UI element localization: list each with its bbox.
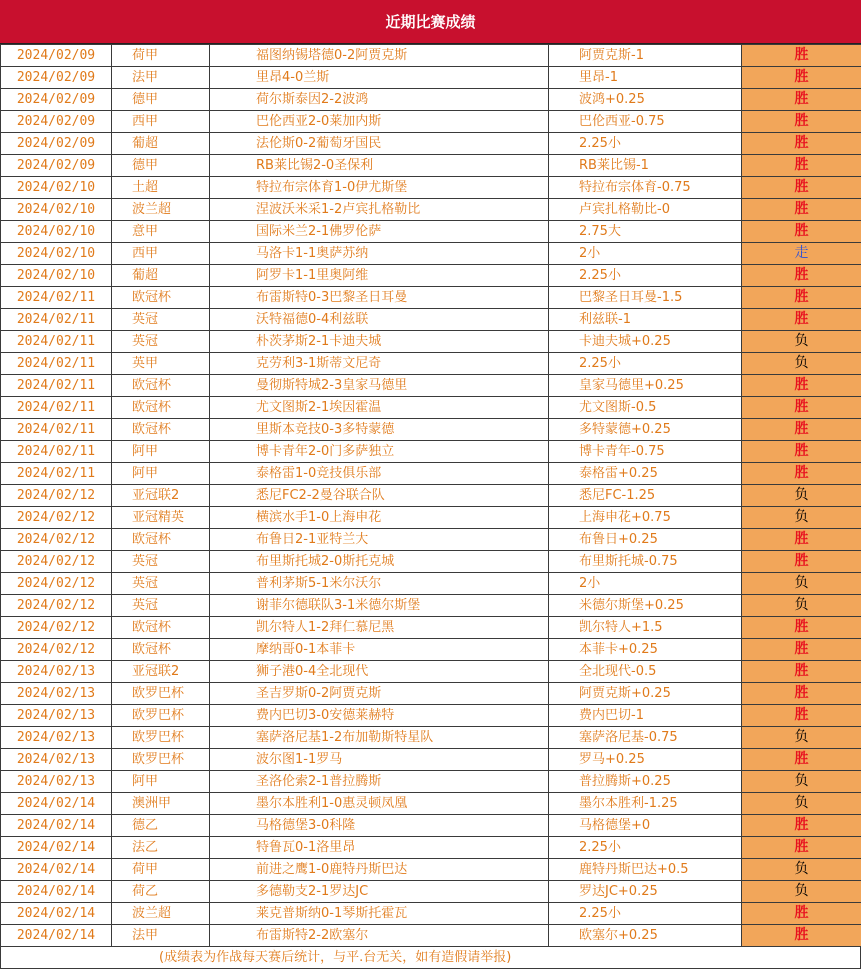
match-cell: 普利茅斯5-1米尔沃尔 [210,573,549,595]
league-cell: 英冠 [112,595,210,617]
league-cell: 英冠 [112,551,210,573]
date-cell: 2024/02/13 [1,705,112,727]
date-cell: 2024/02/09 [1,89,112,111]
result-cell [742,155,861,177]
league-cell: 欧冠杯 [112,287,210,309]
result-badge: 胜 [794,311,809,327]
result-badge: 胜 [794,641,809,657]
pick-cell: 2.25小 [549,265,742,287]
match-cell: 朴茨茅斯2-1卡迪夫城 [210,331,549,353]
result-badge: 负 [794,861,809,877]
pick-cell: 特拉布宗体育-0.75 [549,177,742,199]
result-cell [742,375,861,397]
date-cell: 2024/02/12 [1,551,112,573]
league-cell: 德甲 [112,155,210,177]
result-badge: 胜 [794,465,809,481]
league-cell: 意甲 [112,221,210,243]
result-cell [742,595,861,617]
match-cell: 阿罗卡1-1里奥阿维 [210,265,549,287]
pick-cell: 凯尔特人+1.5 [549,617,742,639]
pick-cell: 2.75大 [549,221,742,243]
result-cell [742,639,861,661]
pick-cell: 悉尼FC-1.25 [549,485,742,507]
result-cell [742,353,861,375]
match-cell: 里昂4-0兰斯 [210,67,549,89]
table-row [1,177,861,199]
result-cell [742,485,861,507]
date-cell: 2024/02/11 [1,419,112,441]
result-cell [742,793,861,815]
match-cell: 马洛卡1-1奥萨苏纳 [210,243,549,265]
table-row [1,485,861,507]
result-badge: 胜 [794,223,809,239]
table-row [1,441,861,463]
result-badge: 负 [794,487,809,503]
date-cell: 2024/02/09 [1,111,112,133]
result-cell [742,727,861,749]
league-cell: 西甲 [112,111,210,133]
result-cell [742,265,861,287]
table-row [1,771,861,793]
table-row [1,925,861,947]
league-cell: 英冠 [112,331,210,353]
result-badge: 胜 [794,443,809,459]
pick-cell: 罗马+0.25 [549,749,742,771]
league-cell: 欧冠杯 [112,529,210,551]
league-cell: 葡超 [112,133,210,155]
pick-cell: 巴黎圣日耳曼-1.5 [549,287,742,309]
table-row [1,507,861,529]
match-cell: 马格德堡3-0科隆 [210,815,549,837]
pick-cell: 布鲁日+0.25 [549,529,742,551]
table-row [1,903,861,925]
league-cell: 欧罗巴杯 [112,705,210,727]
match-cell: 曼彻斯特城2-3皇家马德里 [210,375,549,397]
pick-cell: 米德尔斯堡+0.25 [549,595,742,617]
match-cell: 横滨水手1-0上海申花 [210,507,549,529]
result-cell [742,903,861,925]
pick-cell: 阿贾克斯-1 [549,45,742,67]
result-cell [742,859,861,881]
result-badge: 胜 [794,289,809,305]
result-cell [742,683,861,705]
table-row [1,617,861,639]
league-cell: 欧罗巴杯 [112,727,210,749]
pick-cell: 2.25小 [549,837,742,859]
match-cell: 特拉布宗体育1-0伊尤斯堡 [210,177,549,199]
pick-cell: 本菲卡+0.25 [549,639,742,661]
date-cell: 2024/02/14 [1,881,112,903]
result-badge: 负 [794,597,809,613]
result-badge: 胜 [794,69,809,85]
match-cell: 摩纳哥0-1本菲卡 [210,639,549,661]
pick-cell: 尤文图斯-0.5 [549,397,742,419]
table-row [1,287,861,309]
date-cell: 2024/02/09 [1,133,112,155]
pick-cell: 阿贾克斯+0.25 [549,683,742,705]
match-cell: 克劳利3-1斯蒂文尼奇 [210,353,549,375]
date-cell: 2024/02/14 [1,925,112,947]
result-badge: 负 [794,355,809,371]
result-badge: 胜 [794,685,809,701]
result-badge: 胜 [794,531,809,547]
league-cell: 欧冠杯 [112,397,210,419]
match-cell: 莱克普斯纳0-1琴斯托霍瓦 [210,903,549,925]
date-cell: 2024/02/11 [1,353,112,375]
match-cell: 圣吉罗斯0-2阿贾克斯 [210,683,549,705]
result-badge: 胜 [794,201,809,217]
match-cell: RB莱比锡2-0圣保利 [210,155,549,177]
result-badge: 胜 [794,839,809,855]
result-cell [742,881,861,903]
match-cell: 前进之鹰1-0鹿特丹斯巴达 [210,859,549,881]
table-row [1,859,861,881]
match-cell: 泰格雷1-0竞技俱乐部 [210,463,549,485]
date-cell: 2024/02/11 [1,397,112,419]
match-cell: 圣洛伦索2-1普拉腾斯 [210,771,549,793]
pick-cell: RB莱比锡-1 [549,155,742,177]
pick-cell: 里昂-1 [549,67,742,89]
result-badge: 胜 [794,399,809,415]
league-cell: 英冠 [112,309,210,331]
result-cell [742,397,861,419]
date-cell: 2024/02/10 [1,265,112,287]
result-cell [742,133,861,155]
league-cell: 英甲 [112,353,210,375]
result-badge: 胜 [794,179,809,195]
result-badge: 胜 [794,927,809,943]
pick-cell: 巴伦西亚-0.75 [549,111,742,133]
league-cell: 欧冠杯 [112,419,210,441]
result-cell [742,705,861,727]
result-badge: 胜 [794,619,809,635]
match-cell: 里斯本竞技0-3多特蒙德 [210,419,549,441]
result-badge: 胜 [794,135,809,151]
league-cell: 荷甲 [112,859,210,881]
table-row [1,463,861,485]
result-badge: 负 [794,773,809,789]
league-cell: 法甲 [112,925,210,947]
table-row [1,815,861,837]
table-row [1,353,861,375]
result-badge: 胜 [794,421,809,437]
table-row [1,661,861,683]
pick-cell: 塞萨洛尼基-0.75 [549,727,742,749]
result-badge: 胜 [794,663,809,679]
match-cell: 墨尔本胜利1-0惠灵顿凤凰 [210,793,549,815]
result-cell [742,507,861,529]
result-cell [742,815,861,837]
date-cell: 2024/02/12 [1,507,112,529]
table-row [1,45,861,67]
match-cell: 塞萨洛尼基1-2布加勒斯特星队 [210,727,549,749]
result-badge: 胜 [794,267,809,283]
table-row [1,111,861,133]
date-cell: 2024/02/09 [1,155,112,177]
result-cell [742,441,861,463]
result-badge: 走 [794,245,809,261]
table-row [1,397,861,419]
date-cell: 2024/02/10 [1,243,112,265]
league-cell: 葡超 [112,265,210,287]
table-row [1,89,861,111]
pick-cell: 泰格雷+0.25 [549,463,742,485]
match-cell: 布雷斯特2-2欧塞尔 [210,925,549,947]
league-cell: 欧冠杯 [112,639,210,661]
result-cell [742,287,861,309]
result-badge: 胜 [794,91,809,107]
pick-cell: 2.25小 [549,903,742,925]
result-badge: 负 [794,883,809,899]
result-badge: 胜 [794,113,809,129]
result-cell [742,199,861,221]
date-cell: 2024/02/12 [1,639,112,661]
result-cell [742,771,861,793]
result-badge: 胜 [794,817,809,833]
pick-cell: 罗达JC+0.25 [549,881,742,903]
match-cell: 荷尔斯泰因2-2波鸿 [210,89,549,111]
date-cell: 2024/02/11 [1,441,112,463]
table-row [1,573,861,595]
pick-cell: 普拉腾斯+0.25 [549,771,742,793]
result-badge: 胜 [794,377,809,393]
table-row [1,309,861,331]
pick-cell: 费内巴切-1 [549,705,742,727]
date-cell: 2024/02/11 [1,375,112,397]
date-cell: 2024/02/12 [1,617,112,639]
pick-cell: 全北现代-0.5 [549,661,742,683]
table-row [1,749,861,771]
league-cell: 欧罗巴杯 [112,749,210,771]
league-cell: 法乙 [112,837,210,859]
league-cell: 荷乙 [112,881,210,903]
footer-note: (成绩表为作战每天赛后统计，与平.台无关，如有造假请举报) [0,947,861,969]
date-cell: 2024/02/10 [1,177,112,199]
pick-cell: 多特蒙德+0.25 [549,419,742,441]
result-cell [742,309,861,331]
pick-cell: 马格德堡+0 [549,815,742,837]
pick-cell: 利兹联-1 [549,309,742,331]
result-cell [742,331,861,353]
date-cell: 2024/02/13 [1,661,112,683]
date-cell: 2024/02/13 [1,727,112,749]
table-row [1,529,861,551]
pick-cell: 博卡青年-0.75 [549,441,742,463]
league-cell: 阿甲 [112,441,210,463]
pick-cell: 鹿特丹斯巴达+0.5 [549,859,742,881]
result-cell [742,573,861,595]
result-badge: 胜 [794,707,809,723]
league-cell: 土超 [112,177,210,199]
results-table [0,44,861,947]
league-cell: 荷甲 [112,45,210,67]
result-badge: 胜 [794,157,809,173]
result-cell [742,551,861,573]
date-cell: 2024/02/10 [1,221,112,243]
league-cell: 欧冠杯 [112,617,210,639]
match-cell: 费内巴切3-0安德莱赫特 [210,705,549,727]
result-badge: 负 [794,575,809,591]
table-row [1,419,861,441]
result-cell [742,89,861,111]
match-cell: 狮子港0-4全北现代 [210,661,549,683]
result-cell [742,243,861,265]
table-row [1,837,861,859]
date-cell: 2024/02/12 [1,573,112,595]
result-badge: 胜 [794,751,809,767]
table-row [1,683,861,705]
date-cell: 2024/02/12 [1,529,112,551]
table-row [1,155,861,177]
league-cell: 德甲 [112,89,210,111]
result-cell [742,177,861,199]
date-cell: 2024/02/09 [1,45,112,67]
table-row [1,199,861,221]
result-badge: 胜 [794,553,809,569]
pick-cell: 2小 [549,573,742,595]
pick-cell: 皇家马德里+0.25 [549,375,742,397]
date-cell: 2024/02/14 [1,793,112,815]
table-row [1,727,861,749]
result-cell [742,463,861,485]
result-cell [742,67,861,89]
match-cell: 特鲁瓦0-1洛里昂 [210,837,549,859]
match-cell: 谢菲尔德联队3-1米德尔斯堡 [210,595,549,617]
date-cell: 2024/02/11 [1,309,112,331]
date-cell: 2024/02/13 [1,683,112,705]
result-badge: 胜 [794,47,809,63]
date-cell: 2024/02/13 [1,749,112,771]
date-cell: 2024/02/14 [1,815,112,837]
league-cell: 澳洲甲 [112,793,210,815]
match-cell: 布里斯托城2-0斯托克城 [210,551,549,573]
result-cell [742,925,861,947]
date-cell: 2024/02/12 [1,485,112,507]
pick-cell: 欧塞尔+0.25 [549,925,742,947]
table-row [1,375,861,397]
league-cell: 法甲 [112,67,210,89]
pick-cell: 2小 [549,243,742,265]
result-badge: 胜 [794,905,809,921]
result-cell [742,111,861,133]
date-cell: 2024/02/12 [1,595,112,617]
table-row [1,67,861,89]
pick-cell: 2.25小 [549,133,742,155]
date-cell: 2024/02/14 [1,837,112,859]
table-row [1,221,861,243]
date-cell: 2024/02/14 [1,859,112,881]
match-cell: 沃特福德0-4利兹联 [210,309,549,331]
pick-cell: 上海申花+0.75 [549,507,742,529]
result-cell [742,45,861,67]
match-cell: 涅波沃米采1-2卢宾扎格勒比 [210,199,549,221]
result-badge: 负 [794,333,809,349]
league-cell: 阿甲 [112,771,210,793]
match-cell: 福图纳锡塔德0-2阿贾克斯 [210,45,549,67]
result-cell [742,749,861,771]
pick-cell: 布里斯托城-0.75 [549,551,742,573]
league-cell: 欧罗巴杯 [112,683,210,705]
pick-cell: 卡迪夫城+0.25 [549,331,742,353]
match-cell: 多德勒支2-1罗达JC [210,881,549,903]
table-row [1,705,861,727]
sheet-title: 近期比赛成绩 [0,0,861,44]
date-cell: 2024/02/13 [1,771,112,793]
match-cell: 法伦斯0-2葡萄牙国民 [210,133,549,155]
match-cell: 尤文图斯2-1埃因霍温 [210,397,549,419]
table-row [1,265,861,287]
match-cell: 博卡青年2-0门多萨独立 [210,441,549,463]
match-cell: 国际米兰2-1佛罗伦萨 [210,221,549,243]
date-cell: 2024/02/11 [1,287,112,309]
result-badge: 负 [794,795,809,811]
pick-cell: 卢宾扎格勒比-0 [549,199,742,221]
match-cell: 悉尼FC2-2曼谷联合队 [210,485,549,507]
result-cell [742,837,861,859]
league-cell: 亚冠联2 [112,661,210,683]
league-cell: 德乙 [112,815,210,837]
result-cell [742,661,861,683]
match-cell: 布雷斯特0-3巴黎圣日耳曼 [210,287,549,309]
result-cell [742,221,861,243]
table-row [1,595,861,617]
pick-cell: 2.25小 [549,353,742,375]
result-cell [742,617,861,639]
pick-cell: 波鸿+0.25 [549,89,742,111]
date-cell: 2024/02/14 [1,903,112,925]
league-cell: 西甲 [112,243,210,265]
league-cell: 阿甲 [112,463,210,485]
date-cell: 2024/02/09 [1,67,112,89]
result-cell [742,529,861,551]
date-cell: 2024/02/11 [1,331,112,353]
league-cell: 波兰超 [112,903,210,925]
table-row [1,331,861,353]
match-cell: 布鲁日2-1亚特兰大 [210,529,549,551]
match-cell: 巴伦西亚2-0莱加内斯 [210,111,549,133]
table-row [1,133,861,155]
table-row [1,551,861,573]
table-row [1,881,861,903]
table-row [1,793,861,815]
league-cell: 亚冠精英 [112,507,210,529]
league-cell: 英冠 [112,573,210,595]
result-cell [742,419,861,441]
match-cell: 波尔图1-1罗马 [210,749,549,771]
date-cell: 2024/02/11 [1,463,112,485]
result-badge: 负 [794,509,809,525]
league-cell: 欧冠杯 [112,375,210,397]
result-badge: 负 [794,729,809,745]
table-row [1,243,861,265]
date-cell: 2024/02/10 [1,199,112,221]
league-cell: 亚冠联2 [112,485,210,507]
table-row [1,639,861,661]
match-cell: 凯尔特人1-2拜仁慕尼黑 [210,617,549,639]
league-cell: 波兰超 [112,199,210,221]
pick-cell: 墨尔本胜利-1.25 [549,793,742,815]
